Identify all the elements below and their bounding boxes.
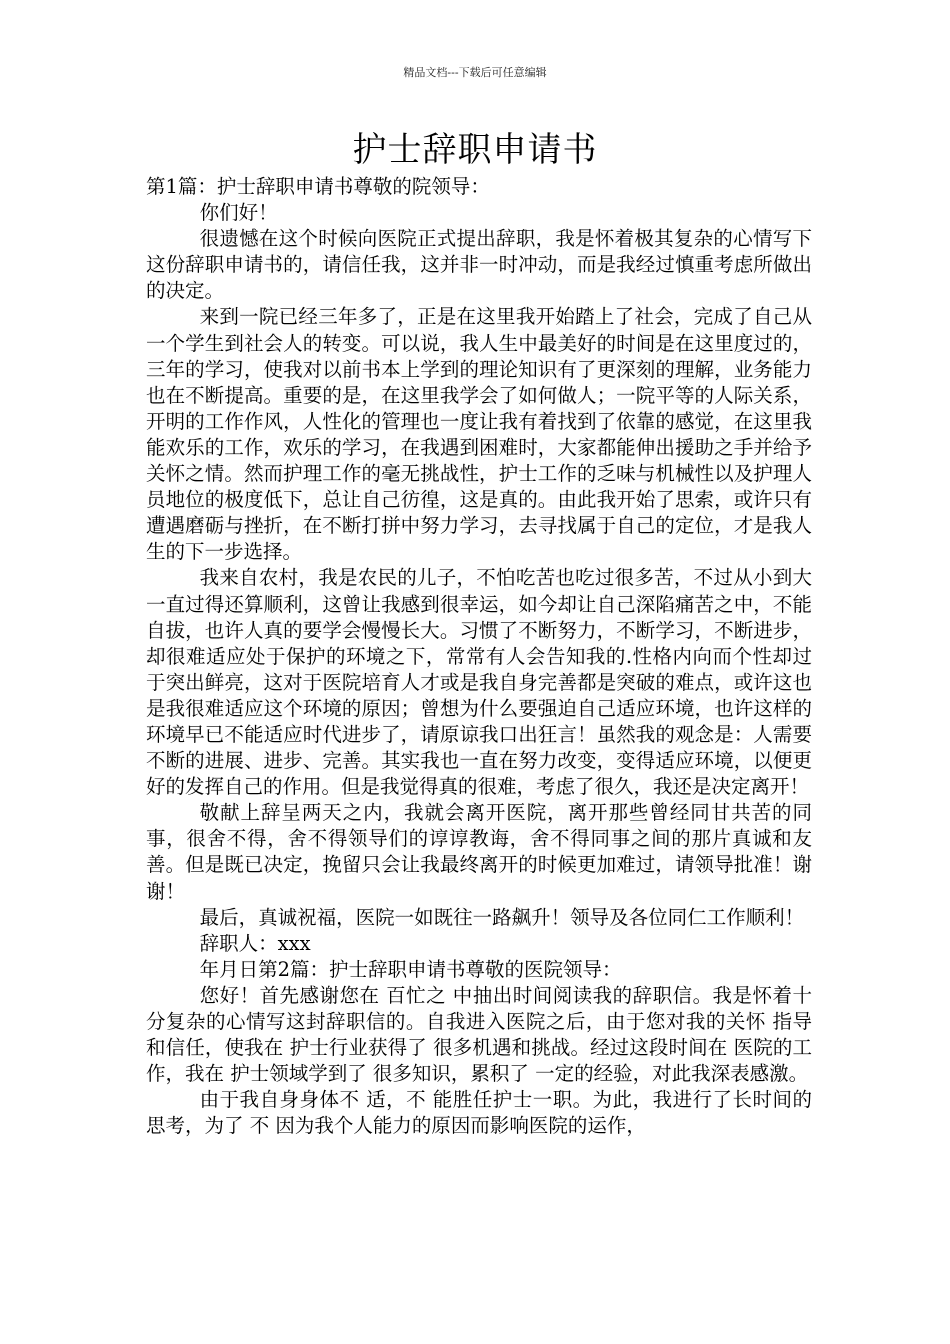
document-body: [146, 174, 812, 1139]
paragraph-2: 你们好！: [199, 201, 278, 225]
paragraph-3: 很遗憾在这个时候向医院正式提出辞职，我是怀着极其复杂的心情写下这份辞职申请书的，请信任我，这并非一时冲动，而是我经过慎重考虑所做出的决定。: [146, 227, 812, 303]
paragraph-7: 最后，真诚祝福，医院一如既往一路飙升！领导及各位同仁工作顺利！: [199, 905, 805, 929]
paragraph-1: 第1篇：护士辞职申请书尊敬的院领导：: [146, 175, 490, 198]
document-title: 护士辞职申请书: [352, 130, 598, 170]
paragraph-10: 您好！首先感谢您在 百忙之 中抽出时间阅读我的辞职信。我是怀着十分复杂的心情写这封辞职信的。自我进入医院之后，由于您对我的关怀 指导和信任，使我在 护士行业获得了 很多机遇和挑战。经过这段时间在 医院的工作，我在 护士领域学到了 很多知识，累积了 一定的经验，对此我深表感激。: [146, 983, 812, 1086]
paragraph-6: 敬献上辞呈两天之内，我就会离开医院，离开那些曾经同甘共苦的同事，很舍不得，舍不得领导们的谆谆教诲，舍不得同事之间的那片真诚和友善。但是既已决定，挽留只会让我最终离开的时候更加难过，请领导批准！谢谢！: [146, 801, 812, 903]
paragraph-8: 辞职人：xxx: [199, 931, 311, 955]
paragraph-5: 我来自农村，我是农民的儿子，不怕吃苦也吃过很多苦，不过从小到大一直过得还算顺利，这曾让我感到很幸运，如今却让自己深陷痛苦之中，不能自拔，也许人真的要学会慢慢长大。习惯了不断努力，不断学习，不断进步，却很难适应处于保护的环境之下，常常有人会告知我的.性格内向而个性却过于突出鲜亮，这对于医院培育人才或是我自身完善都是突破的难点，或许这也是我很难适应这个环境的原因；曾想为什么要强迫自己适应环境，也许这样的环境早已不能适应时代进步了，请原谅我口出狂言！虽然我的观念是：人需要不断的进展、进步、完善。其实我也一直在努力改变，变得适应环境，以便更好的发挥自己的作用。但是我觉得真的很难，考虑了很久，我还是决定离开！: [146, 566, 812, 799]
paragraph-9: 年月日第2篇：护士辞职申请书尊敬的医院领导：: [199, 957, 622, 981]
paragraph-11: 由于我自身身体不 适，不 能胜任护士一职。为此，我进行了长时间的思考，为了 不 因为我个人能力的原因而影响医院的运作，: [146, 1088, 812, 1138]
header-note: 精品文档---下载后可任意编辑: [403, 66, 547, 79]
paragraph-4: 来到一院已经三年多了，正是在这里我开始踏上了社会，完成了自己从一个学生到社会人的转变。可以说，我人生中最美好的时间是在这里度过的，三年的学习，使我对以前书本上学到的理论知识有了更深刻的理解，业务能力也在不断提高。重要的是，在这里我学会了如何做人；一院平等的人际关系，开明的工作作风，人性化的管理也一度让我有着找到了依靠的感觉，在这里我能欢乐的工作，欢乐的学习，在我遇到困难时，大家都能伸出援助之手并给予关怀之情。然而护理工作的毫无挑战性，护士工作的乏味与机械性以及护理人员地位的极度低下，总让自己彷徨，这是真的。由此我开始了思索，或许只有遭遇磨砺与挫折，在不断打拼中努力学习，去寻找属于自己的定位，才是我人生的下一步选择。: [146, 305, 812, 564]
